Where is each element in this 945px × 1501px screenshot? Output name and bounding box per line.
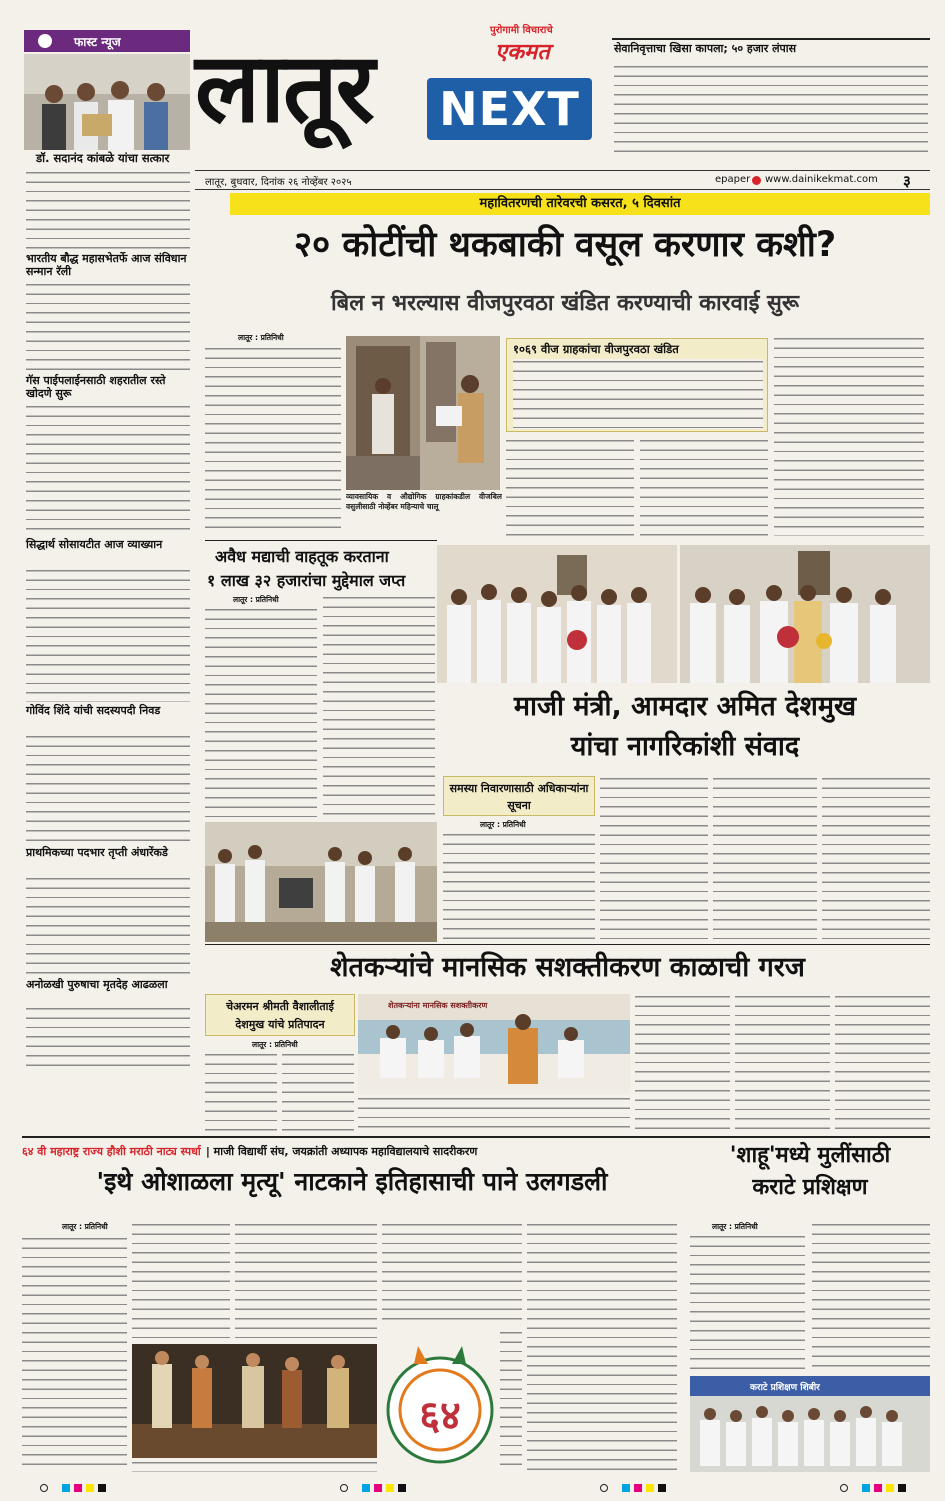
lead-column-4 (640, 438, 768, 536)
drama-kicker-2: माजी विद्यार्थी संघ, जयक्रांती अध्यापक महाविद्यालयाचे सादरीकरण (213, 1145, 478, 1158)
drama-kicker-separator: | (205, 1145, 214, 1158)
drama-column-2 (132, 1222, 230, 1342)
felicitation-photo-graphic (24, 54, 190, 150)
lead-photo-caption: व्यावसायिक व औद्योगिक ग्राहकांकडील वीजबिल वसुलीसाठी नोव्हेंबर महिन्याचे चालू (346, 492, 502, 511)
karate-column-1 (690, 1234, 805, 1372)
color-swatch (862, 1484, 870, 1492)
top-right-headline: सेवानिवृत्ताचा खिसा कापला; ५० हजार लंपास (614, 42, 797, 55)
next-logo (427, 78, 592, 140)
registration-mark-icon (40, 1484, 48, 1492)
farmer-banner: शेतकऱ्यांना मानसिक सशक्तीकरण (388, 1001, 488, 1010)
website-icon (752, 176, 761, 185)
registration-mark-icon (340, 1484, 348, 1492)
deshmukh-column-1 (443, 832, 595, 942)
deshmukh-photo-1-graphic (437, 545, 677, 683)
liquor-headline-1: अवैध मद्याची वाहतूक करताना (215, 547, 389, 566)
deshmukh-photo-3-graphic (205, 822, 437, 942)
lead-column-1 (205, 346, 341, 536)
drama-column-6 (527, 1222, 677, 1472)
liquor-story (205, 540, 437, 820)
color-swatch (62, 1484, 70, 1492)
sidebar-item-body (26, 282, 190, 372)
farmer-byline: लातूर : प्रतिनिधी (252, 1040, 298, 1049)
farmer-box-line2: देशमुख यांचे प्रतिपादन (235, 1018, 325, 1031)
color-swatch (886, 1484, 894, 1492)
lead-photo-2-graphic (420, 336, 500, 490)
drama-logo (380, 1326, 500, 1472)
deshmukh-column-4 (822, 776, 930, 942)
section-divider (22, 1136, 930, 1138)
lead-column-5 (774, 336, 924, 536)
sidebar-item-body (26, 404, 190, 536)
news-icon (38, 34, 52, 48)
liquor-column-1 (205, 607, 317, 819)
farmer-column-5 (835, 994, 930, 1134)
lead-subhead: बिल न भरल्यास वीजपुरवठा खंडित करण्याची कारवाई सुरू (330, 291, 800, 316)
lead-photo-1 (346, 336, 420, 490)
farmer-photo-caption (358, 1096, 630, 1134)
drama-column-1 (22, 1236, 127, 1472)
drama-photo-caption (132, 1460, 377, 1472)
deshmukh-photo-3 (205, 822, 437, 942)
color-swatch (658, 1484, 666, 1492)
liquor-headline-2: १ लाख ३२ हजारांचा मुद्देमाल जप्त (207, 571, 406, 590)
lead-infobox-body (513, 359, 763, 429)
epaper-label: epaper (715, 174, 751, 185)
drama-byline: लातूर : प्रतिनिधी (62, 1222, 108, 1231)
felicitation-photo (24, 54, 190, 150)
deshmukh-photo-2 (680, 545, 930, 683)
liquor-byline: लातूर : प्रतिनिधी (233, 595, 279, 604)
drama-logo-number: ६४ (419, 1393, 461, 1439)
dateline: लातूर, बुधवार, दिनांक २६ नोव्हेंबर २०२५ (205, 177, 352, 188)
farmer-column-2 (282, 1052, 354, 1134)
masthead-title: लातूर (195, 32, 373, 144)
sidebar-item-body (26, 1006, 190, 1070)
drama-column-3 (235, 1222, 377, 1342)
dateline-bar (195, 170, 930, 190)
farmer-headline: शेतकऱ्यांचे मानसिक सशक्तीकरण काळाची गरज (330, 952, 805, 983)
lead-photo-1-graphic (346, 336, 420, 490)
farmer-photo (358, 994, 630, 1094)
color-swatch (898, 1484, 906, 1492)
drama-column-4 (382, 1222, 522, 1326)
karate-byline: लातूर : प्रतिनिधी (712, 1222, 758, 1231)
registration-mark-icon (600, 1484, 608, 1492)
sidebar-item-title: सिद्धार्थ सोसायटीत आज व्याख्यान (26, 538, 163, 551)
color-swatch (398, 1484, 406, 1492)
color-swatch (634, 1484, 642, 1492)
color-swatch (874, 1484, 882, 1492)
color-swatch (98, 1484, 106, 1492)
drama-column-5 (500, 1330, 522, 1472)
color-swatch (74, 1484, 82, 1492)
sidebar-item-body (26, 568, 190, 702)
karate-headline-1: 'शाहू'मध्ये मुलींसाठी (729, 1143, 891, 1168)
drama-photo-graphic (132, 1344, 377, 1458)
drama-headline: 'इथे ओशाळला मृत्यू' नाटकाने इतिहासाची पाने उलगडली (96, 1167, 608, 1196)
color-swatch (86, 1484, 94, 1492)
color-swatch (386, 1484, 394, 1492)
lead-kicker (230, 193, 930, 215)
lead-photo-2 (420, 336, 500, 490)
drama-kicker-text: ६४ वी महाराष्ट्र राज्य हौशी मराठी नाट्य स्पर्धा (22, 1145, 201, 1158)
sidebar-item-body (26, 734, 190, 844)
deshmukh-photo-1 (437, 545, 677, 683)
lead-byline: लातूर : प्रतिनिधी (238, 333, 284, 342)
deshmukh-column-2 (600, 776, 708, 942)
sidebar-item-title: गॅस पाईपलाईनसाठी शहरातील रस्ते खोदणे सुरू (26, 374, 166, 400)
farmer-column-3 (635, 994, 730, 1134)
section-divider (205, 944, 930, 945)
masthead (195, 18, 595, 170)
deshmukh-photo-2-graphic (680, 545, 930, 683)
deshmukh-box-text: समस्या निवारणासाठी अधिकाऱ्यांना सूचना (449, 782, 589, 812)
karate-column-2 (812, 1222, 930, 1372)
lead-infobox (506, 338, 768, 432)
karate-headline-2: कराटे प्रशिक्षण (752, 1175, 868, 1200)
top-right-body (614, 64, 928, 158)
next-logo-text: NEXT (439, 82, 580, 136)
karate-banner: कराटे प्रशिक्षण शिबीर (750, 1383, 820, 1393)
top-right-story (612, 38, 930, 158)
liquor-column-2 (323, 595, 435, 819)
ekmat-logo: एकमत (495, 40, 550, 65)
sidebar-item-title: भारतीय बौद्ध महासभेतर्फे आज संविधान सन्मान रॅली (26, 252, 187, 278)
registration-marks-bottom (40, 1484, 920, 1494)
felicitation-body (26, 170, 190, 250)
sidebar-item-title: गोविंद शिंदे यांची सदस्यपदी निवड (26, 704, 161, 717)
farmer-column-4 (735, 994, 830, 1134)
farmer-box-line1: चेअरमन श्रीमती वैशालीताई (226, 1000, 334, 1013)
masthead-tagline: पुरोगामी विचाराचे (490, 25, 553, 36)
registration-mark-icon (840, 1484, 848, 1492)
color-swatch (622, 1484, 630, 1492)
sidebar-header (24, 30, 190, 52)
farmer-column-1 (205, 1052, 277, 1134)
drama-kicker (22, 1140, 682, 1158)
sidebar-item-title: अनोळखी पुरुषाचा मृतदेह आढळला (26, 978, 168, 991)
deshmukh-box (443, 776, 595, 816)
color-swatch (374, 1484, 382, 1492)
website: www.dainikekmat.com (765, 174, 878, 185)
sidebar-header-label: फास्ट न्यूज (74, 35, 121, 49)
drama-photo (132, 1344, 377, 1458)
sidebar-item-body (26, 876, 190, 976)
deshmukh-headline-1: माजी मंत्री, आमदार अमित देशमुख (513, 691, 857, 722)
lead-headline: २० कोटींची थकबाकी वसूल करणार कशी? (293, 225, 837, 265)
felicitation-caption: डॉ. सदानंद कांबळे यांचा सत्कार (36, 151, 170, 165)
sidebar (24, 30, 190, 1030)
sidebar-item-title: प्राथमिकच्या पदभार तृप्ती अंधारेंकडे (26, 846, 168, 859)
deshmukh-headline-2: यांचा नागरिकांशी संवाद (570, 731, 800, 762)
lead-infobox-title: १०६९ वीज ग्राहकांचा वीजपुरवठा खंडित (513, 342, 679, 356)
color-swatch (362, 1484, 370, 1492)
color-swatch (646, 1484, 654, 1492)
lead-kicker-text: महावितरणची तारेवरची कसरत, ५ दिवसांत (479, 196, 681, 211)
farmer-box (205, 994, 355, 1036)
deshmukh-column-3 (713, 776, 817, 942)
lead-column-3 (506, 438, 634, 536)
karate-photo (690, 1376, 930, 1472)
deshmukh-byline: लातूर : प्रतिनिधी (480, 820, 526, 829)
page-number: ३ (903, 172, 911, 190)
